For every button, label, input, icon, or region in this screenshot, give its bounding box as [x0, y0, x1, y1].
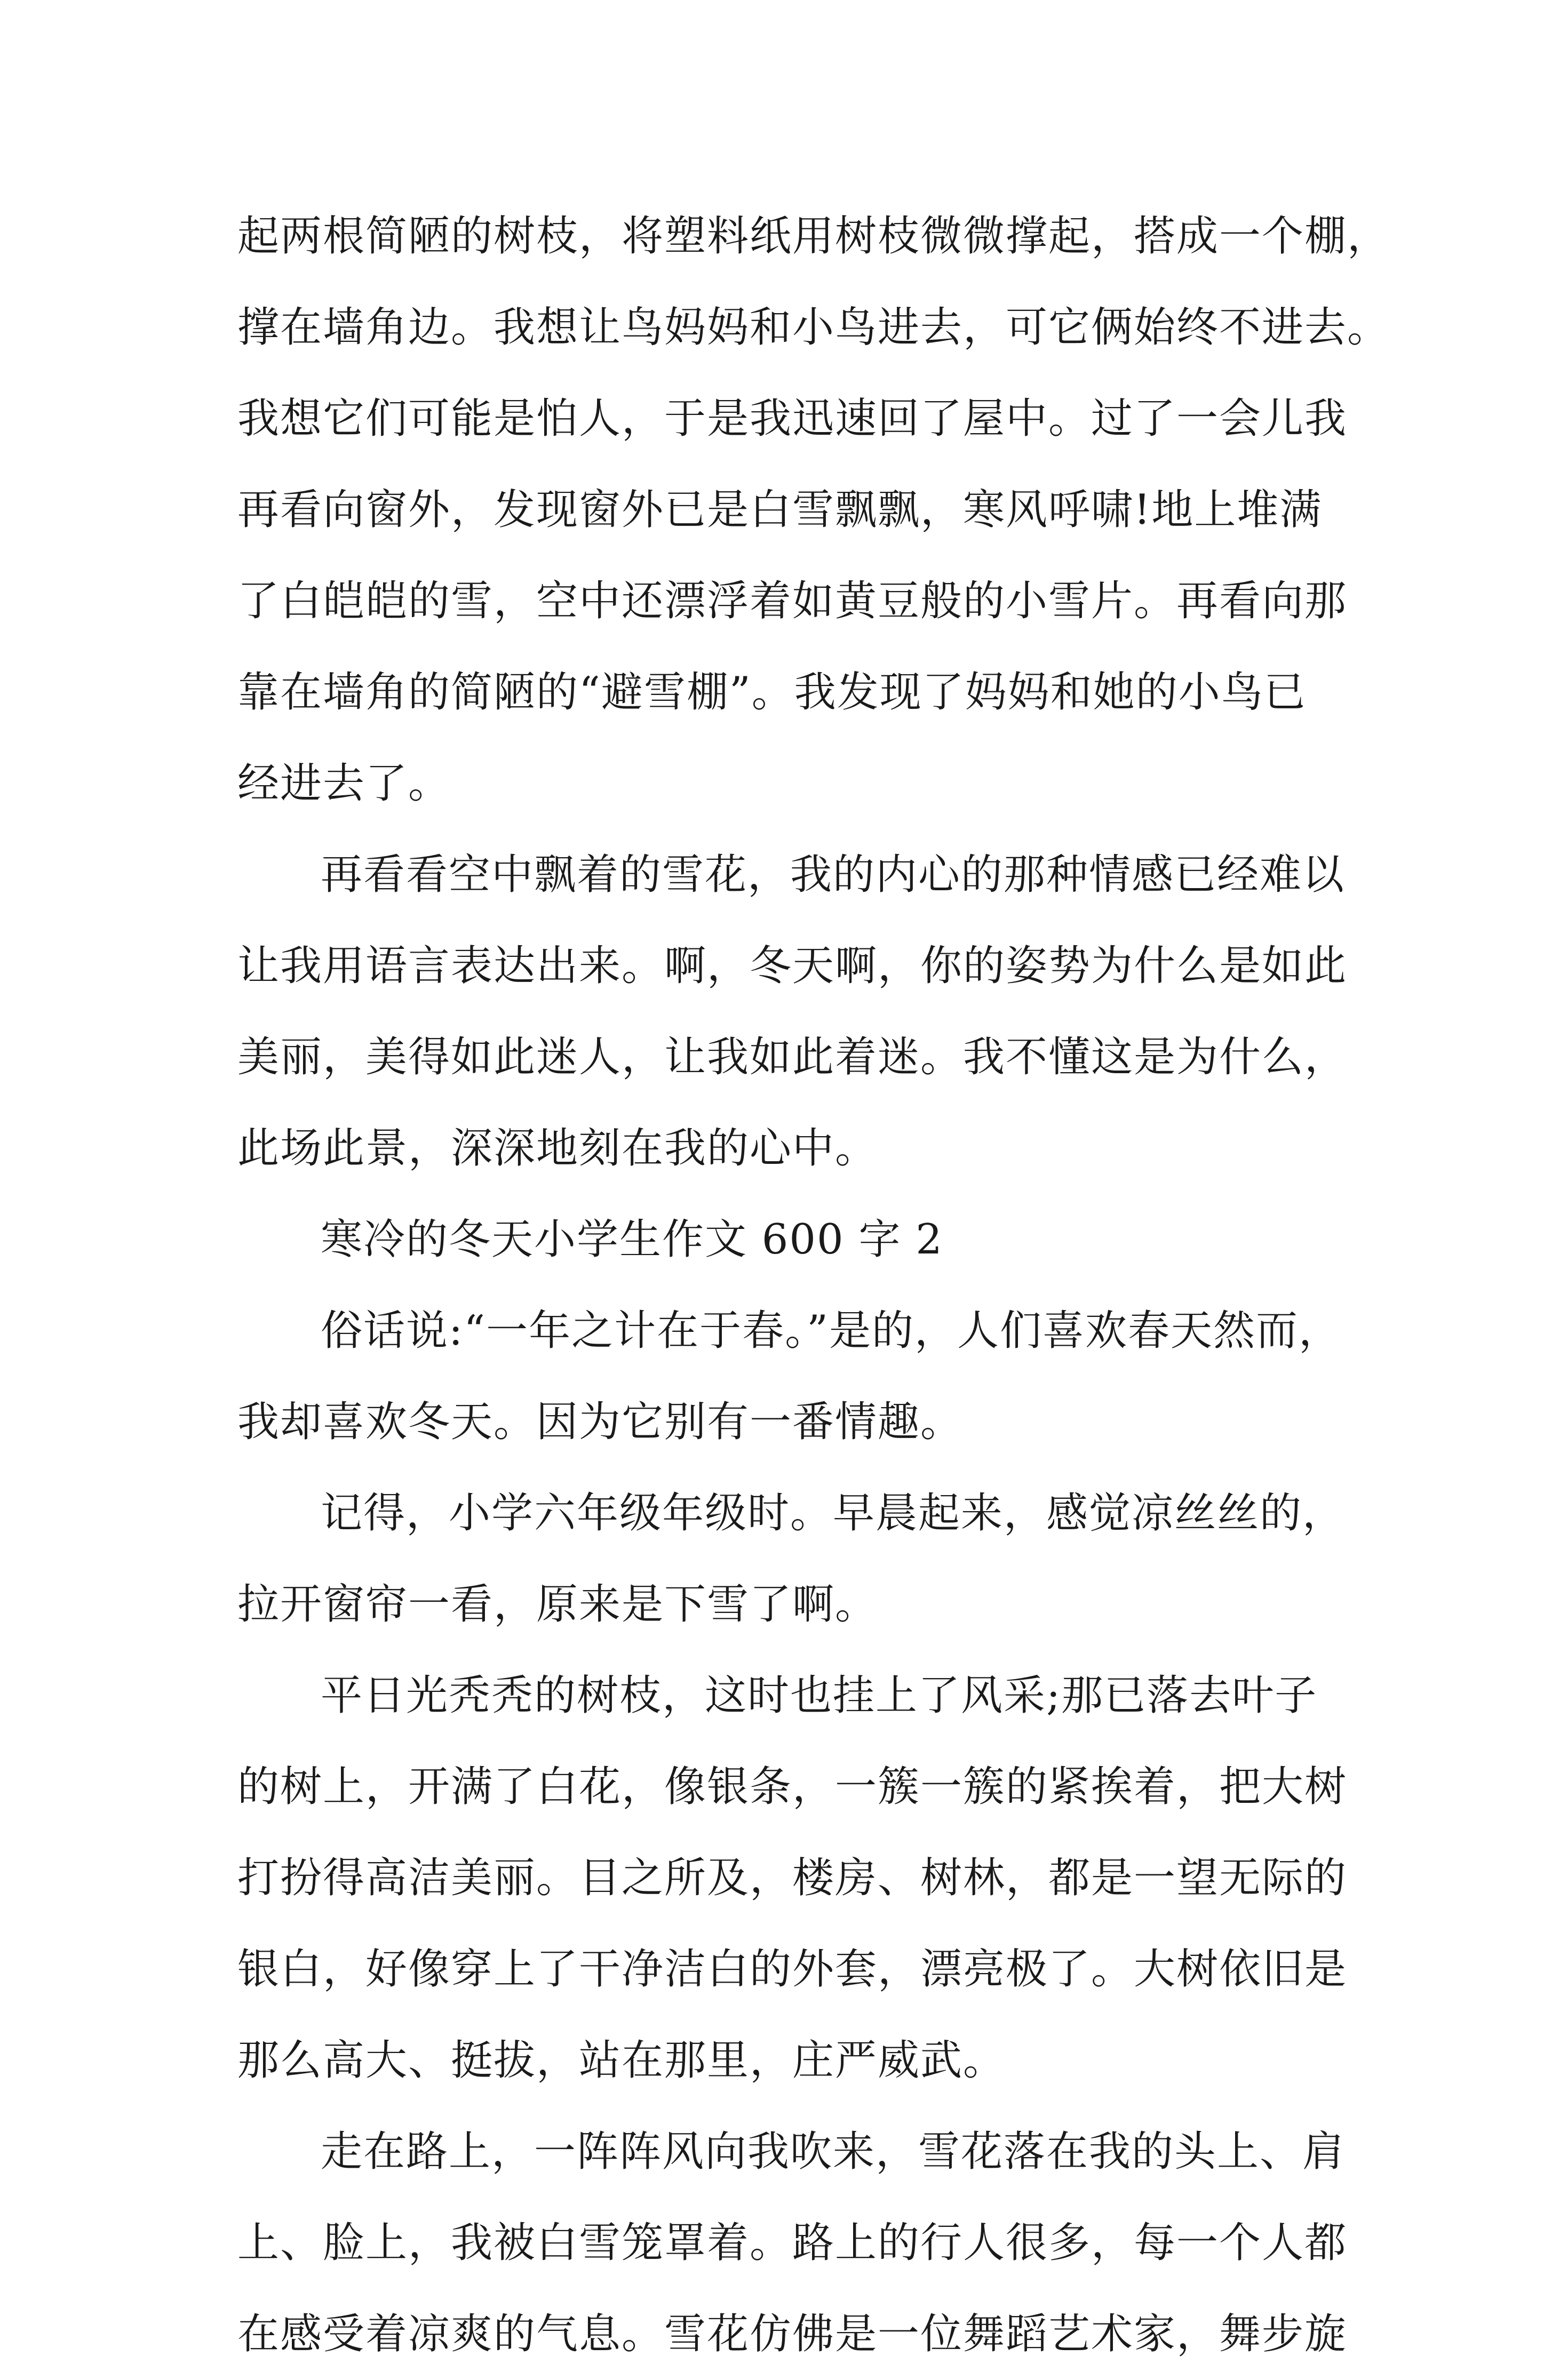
text-line: 再看向窗外，发现窗外已是白雪飘飘，寒风呼啸!地上堆满: [237, 486, 1323, 534]
paragraph-first-line: 俗话说:“一年之计在于春。”是的，人们喜欢春天然而，: [321, 1307, 1342, 1355]
text-line: 起两根简陋的树枝，将塑料纸用树枝微微撑起，搭成一个棚，: [237, 212, 1390, 260]
essay-text: [237, 191, 1390, 2380]
text-line: 在感受着凉爽的气息。雪花仿佛是一位舞蹈艺术家，舞步旋: [237, 2310, 1348, 2358]
text-line: 靠在墙角的简陋的“避雪棚”。我发现了妈妈和她的小鸟已: [237, 668, 1307, 716]
text-line: 撑在墙角边。我想让鸟妈妈和小鸟进去，可它俩始终不进去。: [237, 304, 1390, 352]
text-line: 了白皑皑的雪，空中还漂浮着如黄豆般的小雪片。再看向那: [237, 577, 1348, 625]
text-line: 那么高大、挺拔，站在那里，庄严威武。: [237, 2036, 1006, 2085]
text-line: 打扮得高洁美丽。目之所及，楼房、树林，都是一望无际的: [237, 1854, 1348, 1902]
text-line: 的树上，开满了白花，像银条，一簇一簇的紧挨着，把大树: [237, 1763, 1348, 1811]
text-line: 拉开窗帘一看，原来是下雪了啊。: [237, 1580, 878, 1628]
text-line: 上、脸上，我被白雪笼罩着。路上的行人很多，每一个人都: [237, 2219, 1348, 2267]
text-line: 此场此景，深深地刻在我的心中。: [237, 1124, 878, 1172]
text-line: 经进去了。: [237, 760, 451, 808]
paragraph-first-line: 记得，小学六年级年级时。早晨起来，感觉凉丝丝的，: [321, 1489, 1346, 1537]
text-line: 银白，好像穿上了干净洁白的外套，漂亮极了。大树依旧是: [237, 1945, 1348, 1993]
text-line: 我却喜欢冬天。因为它别有一番情趣。: [237, 1398, 964, 1446]
text-line: 我想它们可能是怕人，于是我迅速回了屋中。过了一会儿我: [237, 395, 1348, 443]
essay-heading: 寒冷的冬天小学生作文 600 字 2: [321, 1216, 943, 1264]
text-line: 美丽，美得如此迷人，让我如此着迷。我不懂这是为什么，: [237, 1033, 1348, 1081]
paragraph-first-line: 再看看空中飘着的雪花，我的内心的那种情感已经难以: [321, 851, 1346, 899]
text-line: 让我用语言表达出来。啊，冬天啊，你的姿势为什么是如此: [237, 942, 1348, 990]
paragraph-first-line: 平日光秃秃的树枝，这时也挂上了风采;那已落去叶子: [321, 1672, 1318, 1720]
paragraph-first-line: 走在路上，一阵阵风向我吹来，雪花落在我的头上、肩: [321, 2128, 1346, 2176]
